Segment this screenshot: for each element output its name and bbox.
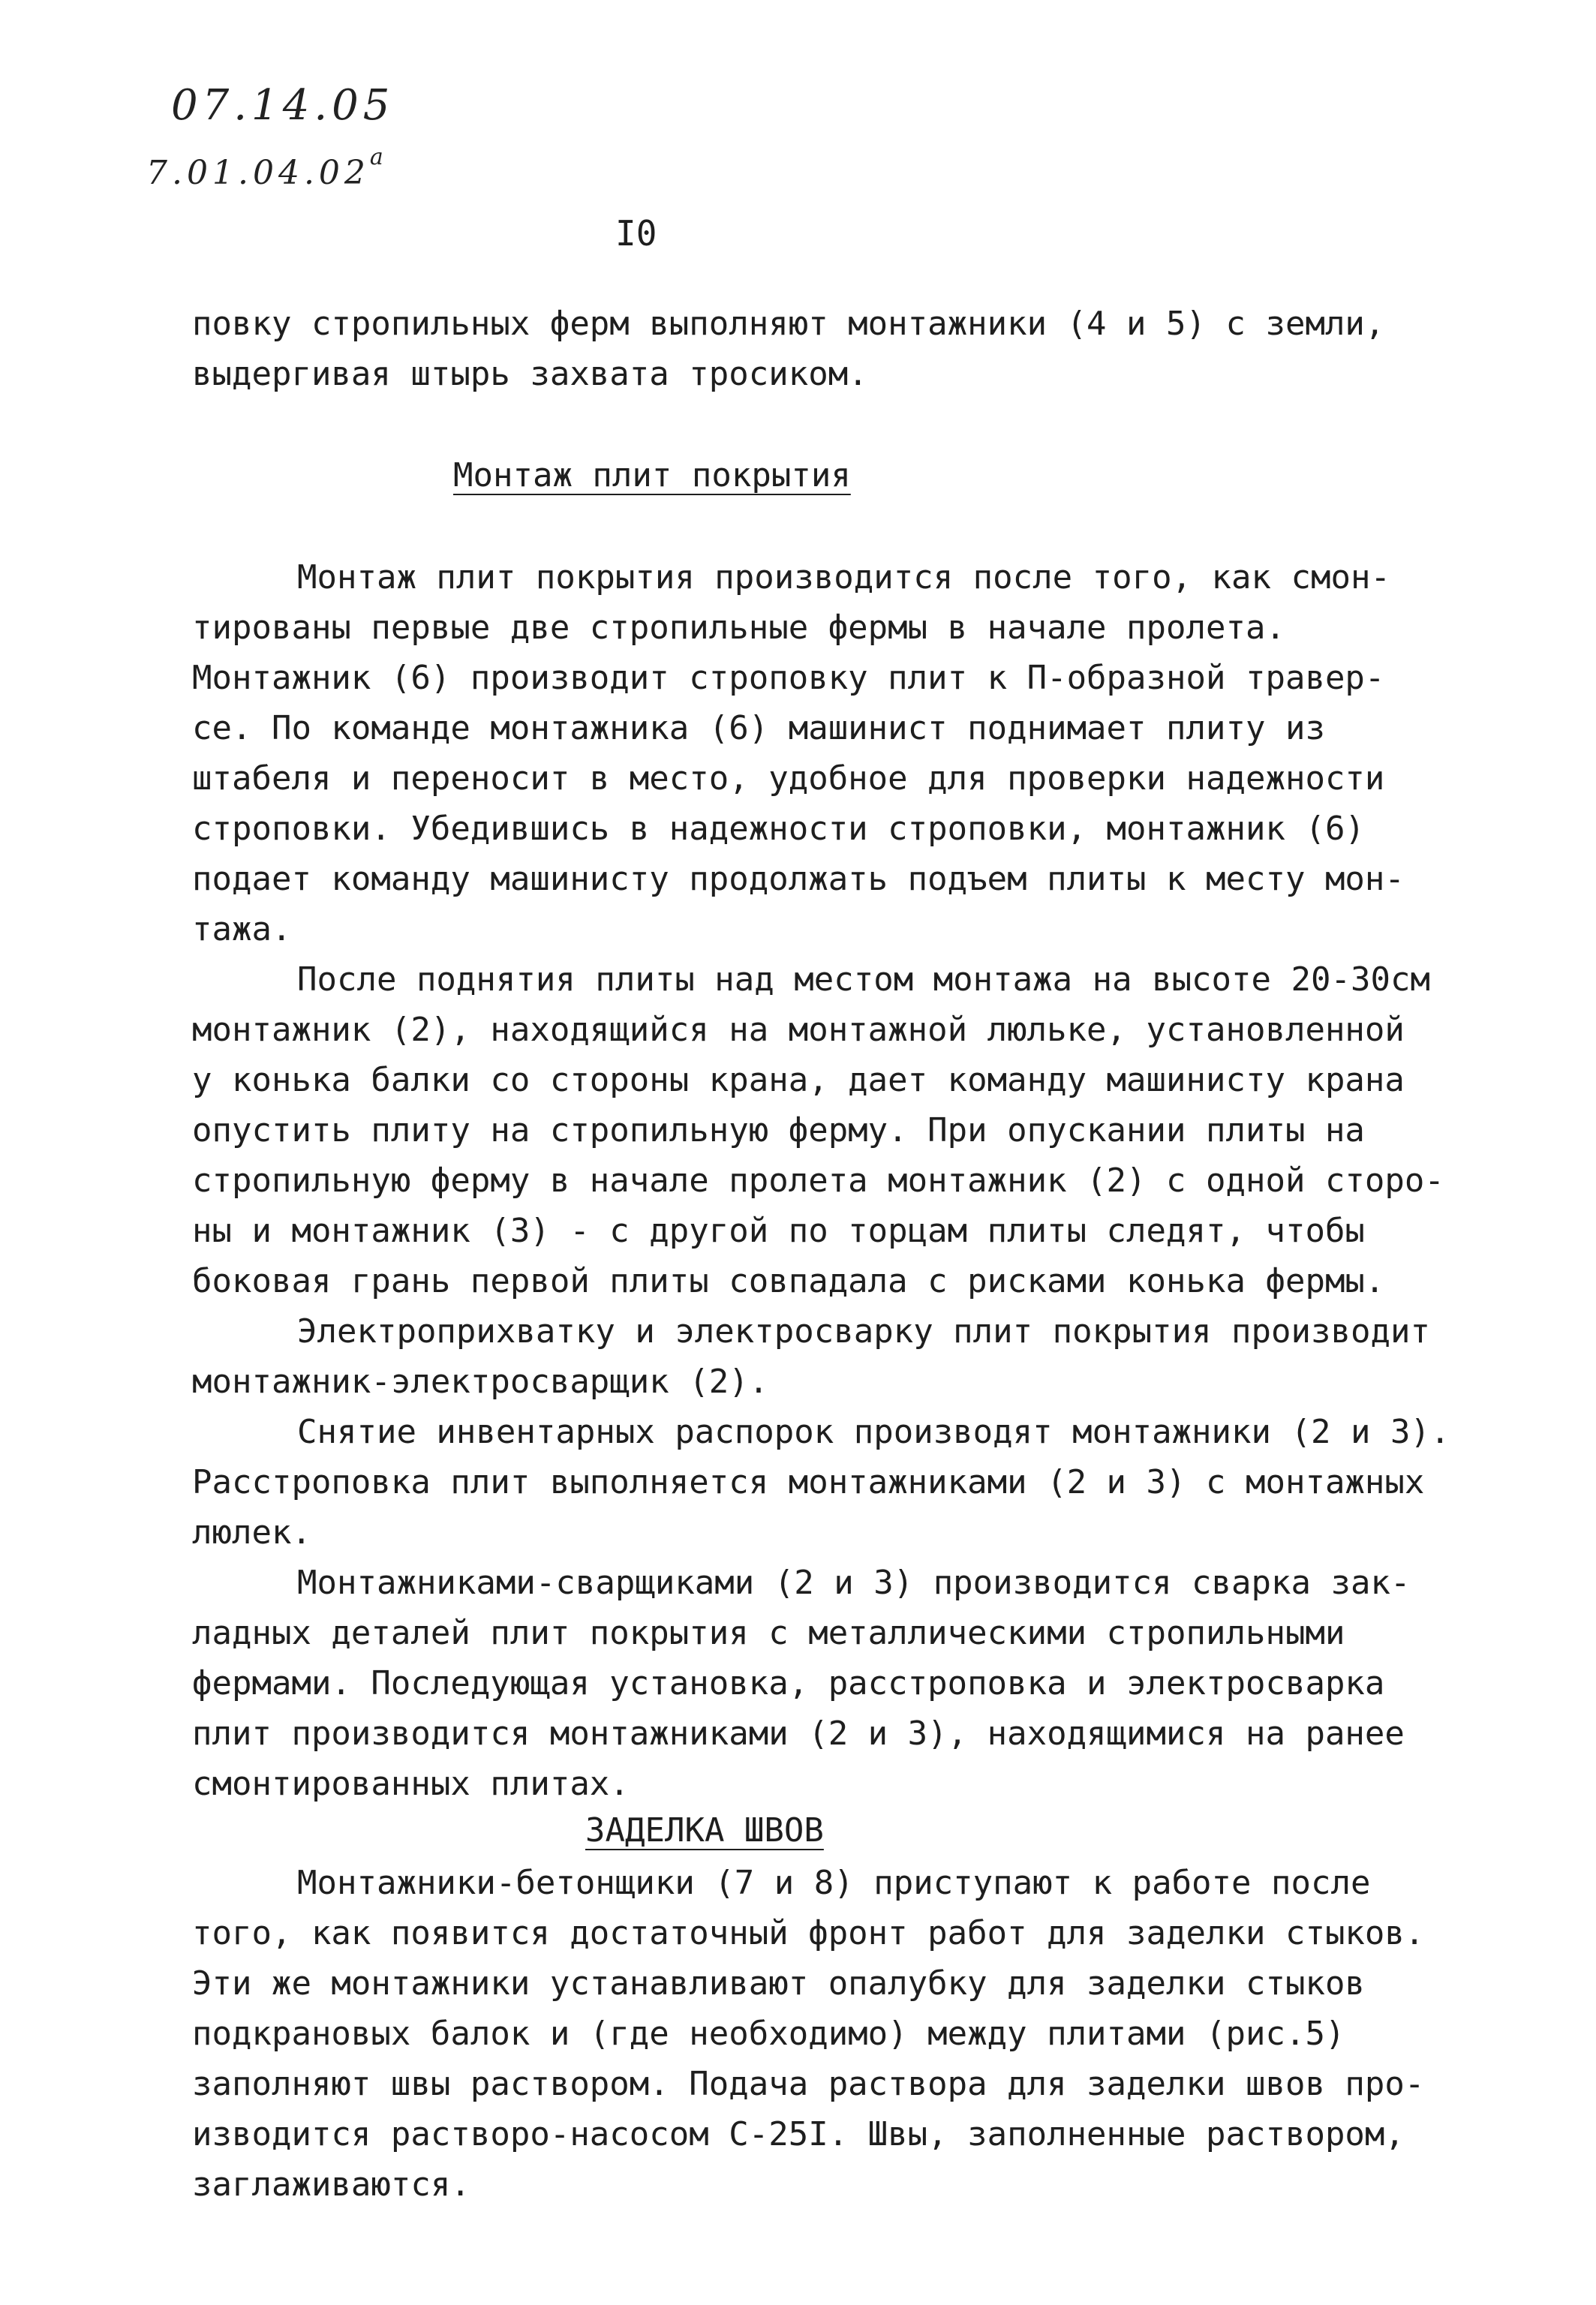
text-line: Монтаж плит покрытия производится после того, как смон- [297,558,1390,597]
text-line: тажа. [192,910,292,948]
text-line: плит производится монтажниками (2 и 3), находящимися на ранее [192,1714,1405,1753]
text-line: боковая грань первой плиты совпадала с рисками конька фермы. [192,1262,1385,1300]
text-line: строповки. Убедившись в надежности строповки, монтажник (6) [192,810,1365,848]
text-line: изводится растворо-насосом С-25I. Швы, заполненные раствором, [192,2115,1405,2153]
text-line: выдергивая штырь захвата тросиком. [192,355,868,393]
intro-paragraph [192,299,1535,399]
text-line: подкрановых балок и (где необходимо) между плитами (рис.5) [192,2015,1345,2053]
section-heading-seams: ЗАДЕЛКА ШВОВ [585,1811,824,1850]
text-line: Монтажниками-сварщиками (2 и 3) производится сварка зак- [297,1564,1411,1602]
text-line: ны и монтажник (3) - с другой по торцам плиты следят, чтобы [192,1212,1365,1250]
handwritten-code-suffix: a [369,144,383,170]
text-line: смонтированных плитах. [192,1765,630,1803]
text-line: Монтажник (6) производит строповку плит к П-образной травер- [192,659,1385,697]
text-line: у конька балки со стороны крана, дает команду машинисту крана [192,1061,1405,1099]
text-line: штабеля и переносит в место, удобное для проверки надежности [192,759,1385,798]
text-line: заглаживаются. [192,2165,470,2204]
handwritten-document-code: 07.14.05 [171,81,395,130]
text-line: После поднятия плиты над местом монтажа на высоте 20-30см [297,960,1430,999]
text-line: Эти же монтажники устанавливают опалубку для заделки стыков [192,1964,1365,2003]
text-line: подает команду машинисту продолжать подъем плиты к месту мон- [192,860,1405,898]
page-number: I0 [615,213,657,254]
text-line: фермами. Последующая установка, расстроповка и электросварка [192,1664,1385,1702]
handwritten-code-number: 7.01.04.02 [146,154,370,192]
roof-slabs-section-body [192,552,1535,1809]
seams-section-body [192,1858,1535,2210]
handwritten-registration-code [146,144,383,192]
text-line: се. По команде монтажника (6) машинист поднимает плиту из [192,709,1325,747]
text-line: тированы первые две стропильные фермы в начале пролета. [192,609,1285,647]
text-line: заполняют швы раствором. Подача раствора для заделки швов про- [192,2065,1425,2103]
text-line: опустить плиту на стропильную ферму. При опускании плиты на [192,1111,1365,1149]
section-heading-roof-slabs: Монтаж плит покрытия [453,456,851,494]
text-line: ладных деталей плит покрытия с металлическими стропильными [192,1614,1345,1652]
text-line: монтажник (2), находящийся на монтажной люльке, установленной [192,1011,1405,1049]
text-line: монтажник-электросварщик (2). [192,1363,769,1401]
text-line: люлек. [192,1513,311,1552]
text-line: повку стропильных ферм выполняют монтажники (4 и 5) с земли, [192,305,1385,343]
text-line: того, как появится достаточный фронт работ для заделки стыков. [192,1914,1425,1952]
text-line: Монтажники-бетонщики (7 и 8) приступают к работе после [297,1864,1371,1902]
text-line: Снятие инвентарных распорок производят монтажники (2 и 3). [297,1413,1450,1451]
text-line: стропильную ферму в начале пролета монтажник (2) с одной сторо- [192,1162,1444,1200]
text-line: Расстроповка плит выполняется монтажниками (2 и 3) с монтажных [192,1463,1425,1501]
text-line: Электроприхватку и электросварку плит покрытия производит [297,1312,1430,1351]
